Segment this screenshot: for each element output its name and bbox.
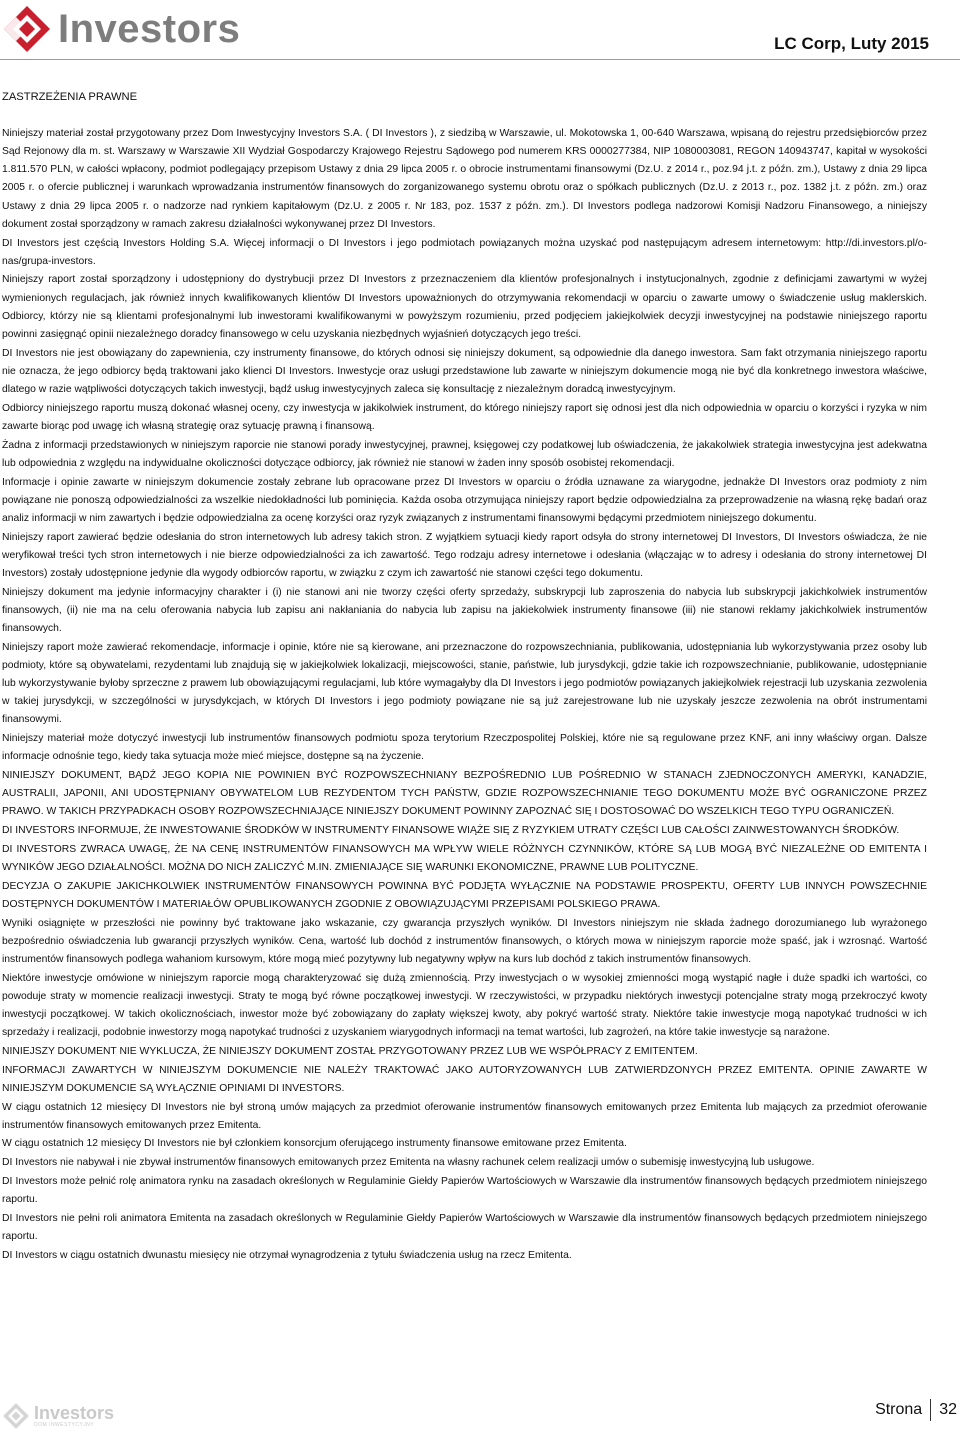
paragraph: DI Investors w ciągu ostatnich dwunastu miesięcy nie otrzymał wynagrodzenia z tytułu świadczenia usług na rzecz Emitenta.: [2, 1249, 572, 1261]
paragraph: DI Investors może pełnić rolę animatora rynku na zasadach określonych w Regulaminie Giełdy Papierów Wartościowych w Warszawie dla instrumentów finansowych będących przedmiotem niniejszego raportu.: [2, 1175, 927, 1206]
paragraph: NINIEJSZY DOKUMENT NIE WYKLUCZA, ŻE NINIEJSZY DOKUMENT ZOSTAŁ PRZYGOTOWANY PRZEZ LUB WE WSPÓŁPRACY Z EMITENTEM.: [2, 1045, 698, 1057]
paragraph: Niniejszy materiał może dotyczyć inwestycji lub instrumentów finansowych podmiotu spoza terytorium Rzeczpospolitej Polskiej, które nie są regulowane przez KNF, ani inny właściwy organ. Dalsze informacje odnośnie tego, kiedy taka sytuacja może mieć miejsce, dostępne są na życzenie.: [2, 733, 927, 763]
page-number-value: 32: [939, 1401, 957, 1418]
paragraph: DI INVESTORS ZWRACA UWAGĘ, ŻE NA CENĘ INSTRUMENTÓW FINANSOWYCH MA WPŁYW WIELE RÓŻNYCH CZYNNIKÓW, KTÓRE SĄ LUB MOGĄ BYĆ NIEZALEŻNE OD EMITENTA I WYNIKÓW JEGO DZIAŁALNOŚCI. MOŻNA DO NICH ZALICZYĆ M.IN. ZMIENIAJĄCE SIĘ WARUNKI EKONOMICZNE, PRAWNE LUB POLITYCZNE.: [2, 843, 927, 873]
footer-logo: [2, 1402, 114, 1430]
page-label: Strona: [875, 1401, 923, 1418]
paragraph: Niniejszy raport zawierać będzie odesłania do stron internetowych lub adresy takich stron. Z wyjątkiem sytuacji kiedy raport odsyła do strony internetowej DI Investors, DI Investors oświadcza, że nie weryfikował treści tych stron internetowych i nie bierze odpowiedzialności za ich zawartość. Tego rodzaju adresy internetowe i odesłania (włączając w to adresy i odesłania do strony internetowej DI Investors) zostały udostępnione jedynie dla wygody odbiorców raportu, w związku z czym ich zawartość nie stanowi części tego dokumentu.: [2, 531, 927, 579]
paragraph: DI INVESTORS INFORMUJE, ŻE INWESTOWANIE ŚRODKÓW W INSTRUMENTY FINANSOWE WIĄŻE SIĘ Z RYZYKIEM UTRATY CZĘŚCI LUB CAŁOŚCI ZAINWESTOWANYCH ŚRODKÓW.: [2, 825, 900, 837]
footer-logo-icon: [2, 1402, 30, 1430]
paragraph: Niniejszy dokument ma jedynie informacyjny charakter i (i) nie stanowi ani nie tworzy części oferty sprzedaży, subskrypcji lub zaproszenia do nabycia lub subskrypcji jakichkolwiek instrumentów finansowych, (ii) nie ma na celu oferowania nabycia lub zapisu ani nakłaniania do nabycia lub zapisu na jakiekolwiek instrumenty finansowe (iii) nie stanowi reklamy jakichkolwiek instrumentów finansowych.: [2, 586, 927, 634]
header-divider: [0, 59, 960, 60]
paragraph: Żadna z informacji przedstawionych w niniejszym raporcie nie stanowi porady inwestycyjnej, prawnej, księgowej czy podatkowej lub oświadczenia, że jakakolwiek strategia inwestycyjna jest adekwatna lub odpowiednia z względu na indywidualne okoliczności dotyczące odbiorcy, jak również nie stanowi w żaden inny sposób osobistej rekomendacji.: [2, 439, 927, 469]
section-title: ZASTRZEŻENIA PRAWNE: [2, 91, 138, 103]
document-title: LC Corp, Luty 2015: [774, 34, 929, 53]
investors-logo: [2, 4, 240, 54]
paragraph: Informacje i opinie zawarte w niniejszym dokumencie zostały zebrane lub opracowane przez DI Investors w oparciu o źródła uznawane za wiarygodne, jednakże DI Investors oraz podmioty z nim powiązane nie ponoszą odpowiedzialności za wszelkie niedokładności lub pominięcia. Każda osoba otrzymująca niniejszy raport będzie odpowiedzialna za przeprowadzenie na własną rękę badań oraz analiz informacji w nim zawartych i będzie odpowiedzialna za ocenę korzyści oraz ryzyk związanych z instrumentami finansowymi będącymi przedmiotem niniejszego dokumentu.: [2, 476, 927, 524]
footer-logo-name: Investors: [34, 1403, 115, 1423]
paragraph: Odbiorcy niniejszego raportu muszą dokonać własnej oceny, czy inwestycja w jakikolwiek instrument, do którego niniejszy raport się odnosi jest dla nich odpowiednia w oparciu o korzyści i ryzyka w nim zawarte biorąc pod uwagę ich własną strategię oraz sytuację prawną i finansową.: [2, 402, 927, 432]
paragraph: DI Investors jest częścią Investors Holding S.A. Więcej informacji o DI Investors i jego podmiotach powiązanych można uzyskać pod następującym adresem internetowym: http://di.investors.pl/o-nas/grupa-investors.: [2, 237, 927, 267]
page-number-divider: [930, 1399, 931, 1421]
disclaimer-body: [2, 125, 927, 1266]
paragraph: Wyniki osiągnięte w przeszłości nie powinny być traktowane jako wskazanie, czy gwarancja przyszłych wyników. DI Investors niniejszym nie składa żadnego dorozumianego lub wyrażonego bezpośrednio oświadczenia lub gwarancji przyszłych wyników. Cena, wartość lub dochód z instrumentów finansowych, o których mowa w niniejszym raporcie może spaść, jak i wzrosnąć. Wartość instrumentów finansowych podlega wahaniom kursowym, które mogą mieć pozytywny lub negatywny wpływ na kurs lub dochód z takich instrumentów finansowych.: [2, 917, 927, 965]
footer-logo-subtitle: DOM INWESTYCYJNY: [34, 1422, 95, 1428]
paragraph: DECYZJA O ZAKUPIE JAKICHKOLWIEK INSTRUMENTÓW FINANSOWYCH POWINNA BYĆ PODJĘTA WYŁĄCZNIE NA PODSTAWIE PROSPEKTU, OFERTY LUB INNYCH POWSZECHNIE DOSTĘPNYCH DOKUMENTÓW I MATERIAŁÓW OPUBLIKOWANYCH ZGODNIE Z OBOWIĄZUJĄCYMI PRZEPISAMI POLSKIEGO PRAWA.: [2, 880, 927, 910]
paragraph: Niektóre inwestycje omówione w niniejszym raporcie mogą charakteryzować się dużą zmiennością. Przy inwestycjach o w wysokiej zmienności mogą wystąpić nagłe i duże spadki ich wartości, co powoduje straty w momencie realizacji inwestycji. Straty te mogą być równe początkowej inwestycji. W rzeczywistości, w przypadku niektórych inwestycji potencjalne straty mogą przekroczyć kwoty inwestycji początkowej. W takich okolicznościach, inwestor może być zobowiązany do zapłaty większej kwoty, aby pokryć wartość straty. Niektóre takie inwestycje mogą napotykać trudności w ich sprzedaży i realizacji, podobnie inwestorzy mogą napotykać trudności z uzyskaniem wiarygodnych informacji na temat wartości, lub zagrożeń, na które takie inwestycje są narażone.: [2, 972, 927, 1039]
logo-text: Investors: [58, 7, 241, 51]
investors-logo-icon: [2, 4, 52, 54]
page-header: [0, 0, 960, 60]
paragraph: INFORMACJI ZAWARTYCH W NINIEJSZYM DOKUMENCIE NIE NALEŻY TRAKTOWAĆ JAKO AUTORYZOWANYCH LUB ZATWIERDZONYCH PRZEZ EMITENTA. OPINIE ZAWARTE W NINIEJSZYM DOKUMENCIE SĄ WYŁĄCZNIE OPINIAMI DI INVESTORS.: [2, 1064, 927, 1094]
paragraph: W ciągu ostatnich 12 miesięcy DI Investors nie był członkiem konsorcjum oferującego instrumenty finansowe emitowane przez Emitenta.: [2, 1138, 627, 1150]
paragraph: NINIEJSZY DOKUMENT, BĄDŹ JEGO KOPIA NIE POWINIEN BYĆ ROZPOWSZECHNIANY BEZPOŚREDNIO LUB POŚREDNIO W STANACH ZJEDNOCZONYCH AMERYKI, KANADZIE, AUSTRALII, JAPONII, ANI UDOSTĘPNIANY OBYWATELOM LUB REZYDENTOM TYCH PAŃSTW, GDZIE ROZPOWSZECHNIANIE TEGO DOKUMENTU MOŻE BYĆ OGRANICZONE PRZEZ PRAWO. W TAKICH PRZYPADKACH OSOBY ROZPOWSZECHNIAJĄCE NINIEJSZY DOKUMENT POWINNY ZAPOZNAĆ SIĘ I DOSTOSOWAĆ DO WSZELKICH TEGO TYPU OGRANICZEŃ.: [2, 770, 927, 818]
paragraph: W ciągu ostatnich 12 miesięcy DI Investors nie był stroną umów mających za przedmiot oferowanie instrumentów finansowych emitowanych przez Emitenta lub mających za przedmiot oferowanie instrumentów finansowych emitowanych przez Emitenta.: [2, 1101, 927, 1131]
paragraph: DI Investors nie pełni roli animatora Emitenta na zasadach określonych w Regulaminie Giełdy Papierów Wartościowych w Warszawie dla instrumentów finansowych będących przedmiotem niniejszego raportu.: [2, 1212, 927, 1243]
paragraph: DI Investors nie jest obowiązany do zapewnienia, czy instrumenty finansowe, do których odnosi się niniejszy dokument, są odpowiednie dla danego inwestora. Sam fakt otrzymania niniejszego raportu nie oznacza, że jego odbiorcy będą traktowani jako klienci DI Investors. Inwestycje oraz usługi przedstawione lub zawarte w niniejszym dokumencie mogą nie być dla konkretnego inwestora właściwe, dlatego w razie wątpliwości dotyczących takich inwestycji, bądź usług inwestycyjnych zaleca się konsultację z niezależnym doradcą inwestycyjnym.: [2, 347, 927, 395]
paragraph: DI Investors nie nabywał i nie zbywał instrumentów finansowych emitowanych przez Emitenta na własny rachunek celem realizacji umów o subemisję inwestycyjną lub usługowe.: [2, 1157, 815, 1169]
paragraph: Niniejszy raport może zawierać rekomendacje, informacje i opinie, które nie są kierowane, ani przeznaczone do rozpowszechniania, publikowania, udostępniania lub wykorzystywania przez osoby lub podmioty, które są obywatelami, rezydentami lub znajdują się w jakiejkolwiek lokalizacji, miejscowości, stanie, państwie, lub jurysdykcji, gdzie takie ich rozpowszechnianie, publikowanie, udostępnianie lub wykorzystywanie byłoby sprzeczne z prawem lub obowiązującymi regulacjami, lub które wymagałyby dla DI Investors i jego podmiotów powiązanych jakiejkolwiek rejestracji lub uzyskania zezwolenia w takiej jurysdykcji, w szczególności w jurysdykcjach, w których DI Investors i jego podmioty powiązane nie są już zarejestrowane lub nie uzyskały jeszcze zezwolenia na obrót instrumentami finansowymi.: [2, 641, 927, 726]
paragraph: Niniejszy raport został sporządzony i udostępniony do dystrybucji przez DI Investors z przeznaczeniem dla klientów profesjonalnych i instytucjonalnych, zgodnie z definicjami zawartymi w wyżej wymienionych regulacjach, jak również innych kwalifikowanych klientów DI Investors upoważnionych do otrzymywania rekomendacji w oparciu o zawarte umowy o świadczenie usług maklerskich. Odbiorcy, którzy nie są klientami profesjonalnymi lub inwestorami kwalifikowanymi w powyższym rozumieniu, przed podjęciem jakiejkolwiek decyzji inwestycyjnej na podstawie niniejszego raportu powinni zasięgnąć opinii niezależnego doradcy finansowego w celu uzyskania niezbędnych wyjaśnień dotyczących jego treści.: [2, 274, 927, 340]
page-number: [875, 1399, 957, 1421]
paragraph: Niniejszy materiał został przygotowany przez Dom Inwestycyjny Investors S.A. ( DI Investors ), z siedzibą w Warszawie, ul. Mokotowska 1, 00-640 Warszawa, wpisaną do rejestru przedsiębiorców przez Sąd Rejonowy dla m. st. Warszawy w Warszawie XII Wydział Gospodarczy Krajowego Rejestru Sądowego pod numerem KRS 0000277384, NIP 1080003081, REGON 140943747, kapitał w wysokości 1.811.570 PLN, w całości wpłacony, podmiot podlegający przepisom Ustawy z dnia 29 lipca 2005 r. o obrocie instrumentami finansowymi (Dz.U. z 2014 r., poz.94 j.t. z późn. zm.), Ustawy z dnia 29 lipca 2005 r. o ofercie publicznej i warunkach wprowadzania instrumentów finansowych do zorganizowanego systemu obrotu oraz o spółkach publicznych (Dz.U. z 2013 r., poz. 1382 j.t. z późn. zm.) oraz Ustawy z dnia 29 lipca 2005 r. o nadzorze nad rynkiem kapitałowym (Dz.U. z 2005 r. Nr 183, poz. 1537 z późn. zm.). DI Investors podlega nadzorowi Komisji Nadzoru Finansowego, a niniejszy dokument został sporządzony w ramach zakresu działalności wykonywanej przez DI Investors.: [2, 128, 927, 230]
